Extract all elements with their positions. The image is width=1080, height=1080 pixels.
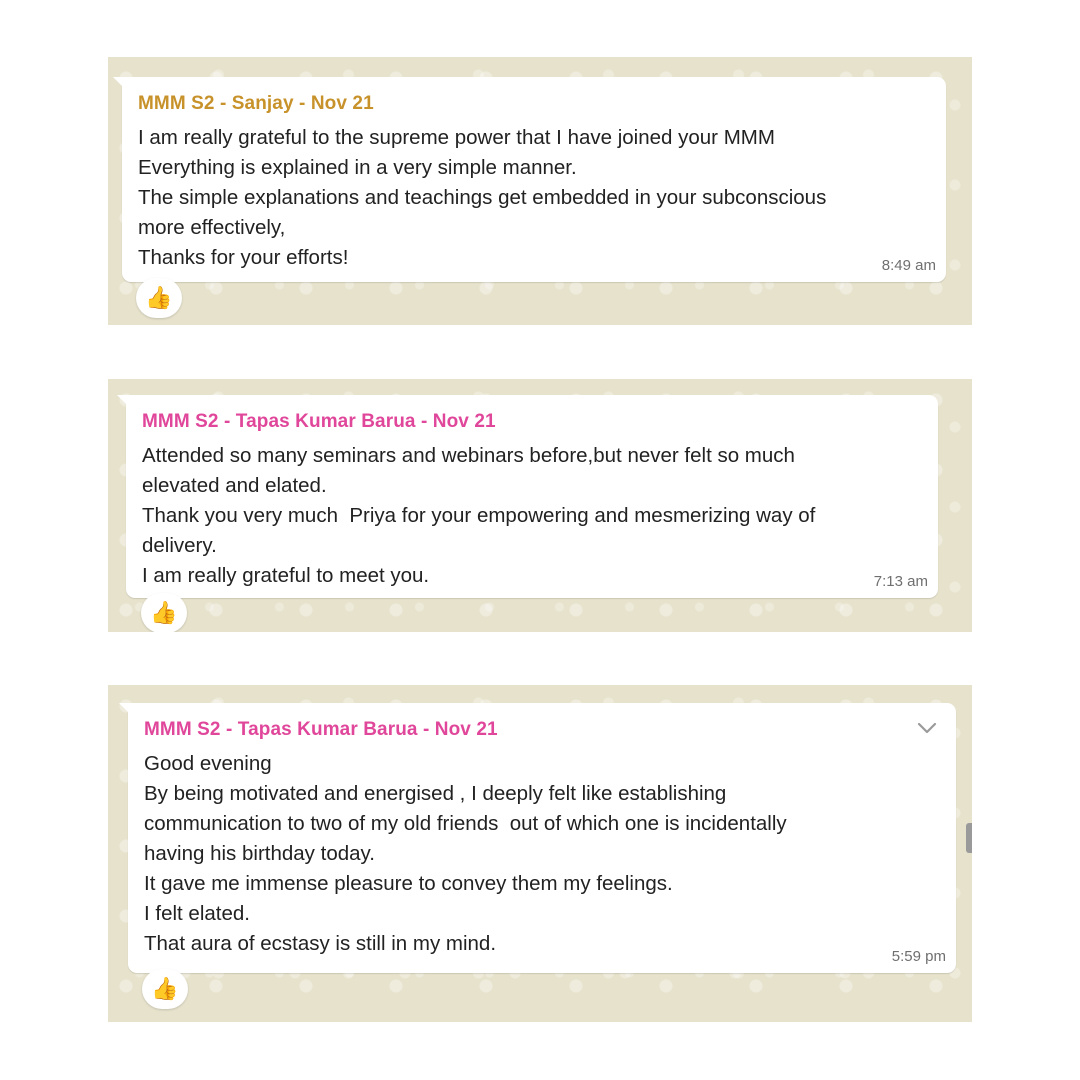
message-line: Thank you very much Priya for your empowering and mesmerizing way of xyxy=(142,504,816,527)
message-line: communication to two of my old friends out of which one is incidentally xyxy=(144,812,787,835)
thumbs-up-reaction-icon[interactable]: 👍 xyxy=(142,969,188,1009)
message-line: By being motivated and energised , I deeply felt like establishing xyxy=(144,782,727,805)
message-line: I am really grateful to the supreme power that I have joined your MMM xyxy=(138,126,775,149)
message-line: delivery. xyxy=(142,534,217,557)
chat-panel-1 xyxy=(108,57,972,325)
message-line: having his birthday today. xyxy=(144,842,375,865)
scrollbar-handle[interactable] xyxy=(966,823,972,853)
chat-panel-3 xyxy=(108,685,972,1022)
message-line: Everything is explained in a very simple manner. xyxy=(138,156,577,179)
message-line: It gave me immense pleasure to convey them my feelings. xyxy=(144,872,673,895)
message-timestamp: 8:49 am xyxy=(881,257,936,274)
message-line: more effectively, xyxy=(138,216,286,239)
message-line: I am really grateful to meet you. xyxy=(142,564,430,587)
sender-name[interactable]: MMM S2 - Tapas Kumar Barua - Nov 21 xyxy=(142,411,496,432)
message-line: That aura of ecstasy is still in my mind. xyxy=(144,932,497,955)
message-bubble[interactable] xyxy=(122,77,946,282)
message-line: Good evening xyxy=(144,752,272,775)
chevron-down-icon[interactable] xyxy=(916,717,938,739)
message-line: Attended so many seminars and webinars before,but never felt so much xyxy=(142,444,795,467)
message-line: The simple explanations and teachings get embedded in your subconscious xyxy=(138,186,827,209)
message-timestamp: 5:59 pm xyxy=(891,948,946,965)
message-bubble[interactable] xyxy=(126,395,938,598)
message-line: Thanks for your efforts! xyxy=(138,246,349,269)
message-line: elevated and elated. xyxy=(142,474,327,497)
message-timestamp: 7:13 am xyxy=(873,573,928,590)
thumbs-up-reaction-icon[interactable]: 👍 xyxy=(141,593,187,632)
chat-panel-2 xyxy=(108,379,972,632)
message-bubble[interactable] xyxy=(128,703,956,973)
sender-name[interactable]: MMM S2 - Sanjay - Nov 21 xyxy=(138,93,374,114)
message-line: I felt elated. xyxy=(144,902,250,925)
thumbs-up-reaction-icon[interactable]: 👍 xyxy=(136,278,182,318)
sender-name[interactable]: MMM S2 - Tapas Kumar Barua - Nov 21 xyxy=(144,719,498,740)
